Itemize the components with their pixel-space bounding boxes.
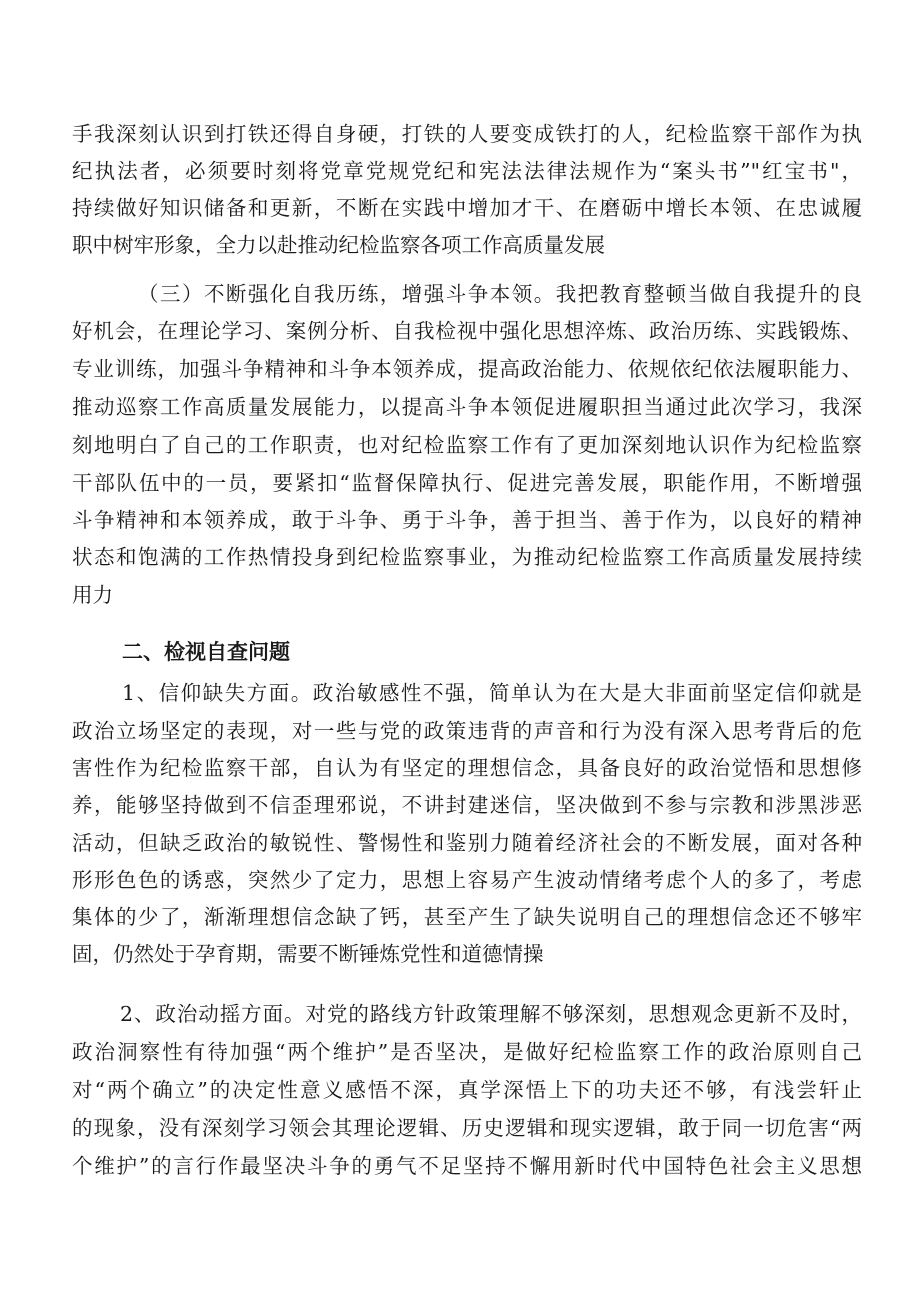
paragraph-1-line: 纪执法者，必须要时刻将党章党规党纪和宪法法律法规作为“案头书”"红宝书"， [72,159,862,183]
paragraph-4-line: 个维护”的言行作最坚决斗争的勇气不足坚持不懈用新时代中国特色社会主义思想 [72,1154,862,1178]
paragraph-2-line: 状态和饱满的工作热情投身到纪检监察事业，为推动纪检监察工作高质量发展持续 [72,545,862,569]
paragraph-4-line: 政治洞察性有待加强“两个维护”是否坚决，是做好纪检监察工作的政治原则自己 [72,1040,862,1064]
paragraph-2-line: 刻地明白了自己的工作职责，也对纪检监察工作有了更加深刻地认识作为纪检监察 [72,433,862,457]
paragraph-2-line: 好机会，在理论学习、案例分析、自我检视中强化思想淬炼、政治历练、实践锻炼、 [72,319,862,343]
paragraph-1-line: 手我深刻认识到打铁还得自身硬，打铁的人要变成铁打的人，纪检监察干部作为执 [72,122,862,146]
paragraph-3-line: 形形色色的诱惑，突然少了定力，思想上容易产生波动情绪考虑个人的多了，考虑 [72,868,862,892]
paragraph-2-line: （三）不断强化自我历练，增强斗争本领。我把教育整顿当做自我提升的良 [138,282,862,306]
paragraph-4-line: 2、政治动摇方面。对党的路线方针政策理解不够深刻，思想观念更新不及时， [120,1002,862,1026]
paragraph-3-line: 养，能够坚持做到不信歪理邪说，不讲封建迷信，坚决做到不参与宗教和涉黑涉恶 [72,793,862,817]
paragraph-3-line: 政治立场坚定的表现，对一些与党的政策违背的声音和行为没有深入思考背后的危 [72,719,862,743]
paragraph-3-line: 活动，但缺乏政治的敏锐性、警惕性和鉴别力随着经济社会的不断发展，面对各种 [72,831,862,855]
paragraph-2-line: 用力 [72,583,113,607]
paragraph-1-line: 职中树牢形象，全力以赴推动纪检监察各项工作高质量发展 [72,233,605,257]
paragraph-3-line: 害性作为纪检监察干部，自认为有坚定的理想信念，具备良好的政治觉悟和思想修 [72,756,862,780]
paragraph-1-line: 持续做好知识储备和更新，不断在实践中增加才干、在磨砺中增长本领、在忠诚履 [72,196,862,220]
paragraph-3-line: 固，仍然处于孕育期，需要不断锤炼党性和道德情操 [72,942,544,966]
paragraph-2-line: 斗争精神和本领养成，敢于斗争、勇于斗争，善于担当、善于作为，以良好的精神 [72,508,862,532]
section-heading: 二、检视自查问题 [122,640,290,664]
paragraph-2-line: 推动巡察工作高质量发展能力，以提高斗争本领促进履职担当通过此次学习，我深 [72,395,862,419]
paragraph-3-line: 集体的少了，渐渐理想信念缺了钙，甚至产生了缺失说明自己的理想信念还不够牢 [72,905,862,929]
paragraph-4-line: 对“两个确立”的决定性意义感悟不深，真学深悟上下的功夫还不够，有浅尝轩止 [72,1078,862,1102]
paragraph-3-line: 1、信仰缺失方面。政治敏感性不强，简单认为在大是大非面前坚定信仰就是 [122,681,862,705]
paragraph-2-line: 专业训练，加强斗争精神和斗争本领养成，提高政治能力、依规依纪依法履职能力、 [72,357,862,381]
paragraph-2-line: 干部队伍中的一员，要紧扣“监督保障执行、促进完善发展，职能作用，不断增强 [72,471,862,495]
paragraph-4-line: 的现象，没有深刻学习领会其理论逻辑、历史逻辑和现实逻辑，敢于同一切危害“两 [72,1116,862,1140]
